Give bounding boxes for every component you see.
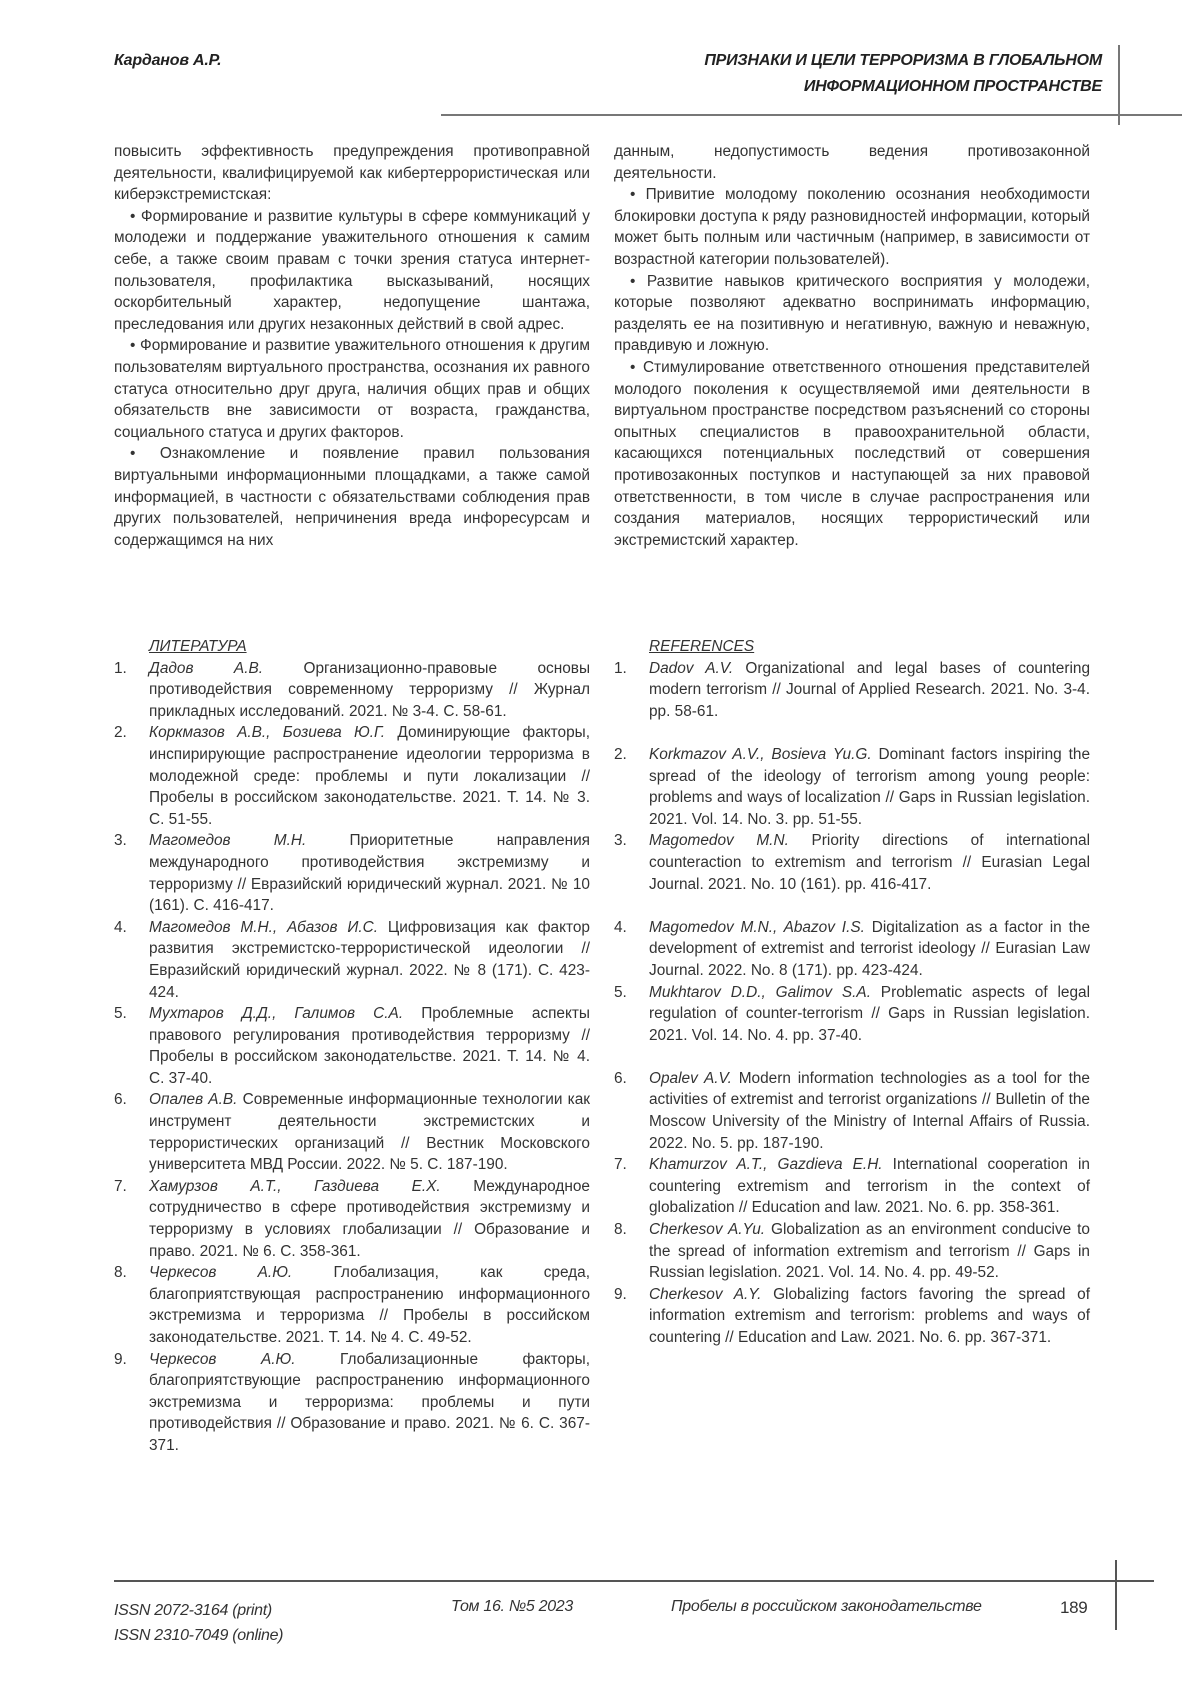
ref-number: 3.	[614, 832, 627, 850]
ref-text: Приоритетные направления международного противодействия экстремизму и терроризму // Евразийский юридический журнал. 2021. № 10 (161). С. 416-417.	[149, 832, 590, 915]
ref-author: Mukhtarov D.D., Galimov S.A.	[649, 983, 871, 1001]
ref-author: Мухтаров Д.Д., Галимов С.А.	[149, 1005, 404, 1023]
ref-author: Khamurzov A.T., Gazdieva E.H.	[649, 1156, 883, 1174]
ref-author: Магомедов М.Н., Абазов И.С.	[149, 918, 379, 936]
ref-number: 7.	[114, 1177, 127, 1195]
literature-item	[114, 1262, 590, 1348]
issn-print: ISSN 2072-3164 (print)	[114, 1602, 272, 1619]
references-item	[614, 744, 1090, 830]
ref-number: 9.	[614, 1285, 627, 1303]
ref-text: Современные информационные технологии как инструмент деятельности экстремистских и террористических организаций // Вестник Московского университета МВД России. 2022. № 5. С. 187-190.	[149, 1091, 590, 1174]
body-bullet: • Формирование и развитие культуры в сфере коммуникаций у молодежи и поддержание уважительного отношения к самим себе, а также своим правам с точки зрения статуса интернет-пользователя, профилактика высказываний, носящих оскорбительный характер, недопущение шантажа, преследования или других незаконных действий в свой адрес.	[114, 207, 590, 333]
ref-text: Digitalization as a factor in the development of extremist and terrorist ideology // Eurasian Law Journal. 2022. No. 8 (171). pp. 423-424.	[649, 918, 1090, 979]
running-head-title-line1: ПРИЗНАКИ И ЦЕЛИ ТЕРРОРИЗМА В ГЛОБАЛЬНОМ	[704, 52, 1102, 69]
ref-number: 3.	[114, 832, 127, 850]
ref-author: Опалев А.В.	[149, 1091, 238, 1109]
ref-text: Globalization as an environment conducive to the spread of information extremism and terrorism // Gaps in Russian legislation. 2021. Vol. 14. No. 4. pp. 49-52.	[649, 1221, 1090, 1282]
literature-item	[114, 830, 590, 916]
literature-heading: ЛИТЕРАТУРА	[149, 638, 247, 655]
ref-text: Modern information technologies as a tool for the activities of extremist and terrorist organizations // Bulletin of the Moscow University of the Ministry of Internal Affairs of Russia. 2022. No. 5. pp. 187-190.	[649, 1069, 1090, 1152]
ref-text: Problematic aspects of legal regulation of counter-terrorism // Gaps in Russian legislation. 2021. Vol. 14. No. 4. pp. 37-40.	[649, 983, 1090, 1044]
literature-list	[114, 636, 590, 1457]
ref-text: Проблемные аспекты правового регулирования противодействия терроризму // Пробелы в российском законодательстве. 2021. Т. 14. № 4. С. 37-40.	[149, 1005, 590, 1087]
references-item	[614, 982, 1090, 1047]
ref-author: Magomedov M.N.	[649, 832, 789, 850]
body-bullet: • Развитие навыков критического восприятия у молодежи, которые позволяют адекватно воспринимать информацию, разделять ее на позитивную и негативную, важную и неважную, правдивую и ложную.	[614, 272, 1090, 355]
body-bullet: • Ознакомление и появление правил пользования виртуальными информационными площадками, а также самой информацией, в частности с обязательствами соблюдения прав других пользователей, непричинения вреда инфоресурсам и содержащимся на них	[114, 445, 590, 549]
ref-text: Международное сотрудничество в сфере противодействия экстремизму и терроризму в условиях глобализации // Образование и право. 2021. № 6. С. 358-361.	[149, 1177, 590, 1260]
ref-number: 5.	[114, 1005, 127, 1023]
references-item	[614, 1154, 1090, 1219]
ref-number: 6.	[614, 1069, 627, 1087]
ref-text: Organizational and legal bases of countering modern terrorism // Journal of Applied Research. 2021. No. 3-4. pp. 58-61.	[649, 659, 1090, 720]
ref-author: Dadov A.V.	[649, 659, 734, 677]
ref-text: Доминирующие факторы, инспирирующие распространение идеологии терроризма в молодежной среде: проблемы и пути локализации // Пробелы в российском законодательстве. 2021. Т. 14. № 3. С. 51-55.	[149, 724, 590, 828]
references-list	[614, 636, 1090, 1349]
references-heading: REFERENCES	[649, 638, 755, 655]
ref-author: Magomedov M.N., Abazov I.S.	[649, 918, 865, 936]
ref-number: 1.	[114, 659, 127, 677]
ref-number: 7.	[614, 1156, 627, 1174]
body-paragraph: данным, недопустимость ведения противозаконной деятельности.	[614, 143, 1090, 182]
footer-volume: Том 16. №5 2023	[451, 1598, 574, 1615]
references-item	[614, 1219, 1090, 1284]
ref-number: 5.	[614, 983, 627, 1001]
body-bullet: • Стимулирование ответственного отношения представителей молодого поколения к осуществляемой ими деятельности в виртуальном пространстве посредством разъяснений со стороны опытных специалистов в правоохранительной области, касающихся потенциальных последствий от совершения противозаконных поступков и наступающей за них правовой ответственности, в том числе в случае распространения или создания материалов, носящих террористический или экстремистский характер.	[614, 358, 1090, 549]
ref-author: Черкесов А.Ю.	[149, 1350, 296, 1368]
literature-item	[114, 1176, 590, 1262]
ref-author: Korkmazov A.V., Bosieva Yu.G.	[649, 745, 872, 763]
ref-number: 4.	[114, 918, 127, 936]
literature-item	[114, 917, 590, 1003]
ref-text: Глобализация, как среда, благоприятствующая распространению информационного экстремизма и терроризма // Пробелы в российском законодательстве. 2021. Т. 14. № 4. С. 49-52.	[149, 1264, 590, 1346]
references-item	[614, 917, 1090, 982]
page-number: 189	[1060, 1598, 1088, 1617]
ref-number: 4.	[614, 918, 627, 936]
ref-text: Организационно-правовые основы противодействия современному терроризму // Журнал прикладных исследований. 2021. № 3-4. С. 58-61.	[149, 659, 591, 720]
references-item	[614, 830, 1090, 895]
ref-text: Globalizing factors favoring the spread of information extremism and terrorism: problems and ways of countering // Education and Law. 2021. No. 6. pp. 367-371.	[649, 1285, 1090, 1346]
ref-number: 1.	[614, 659, 627, 677]
body-bullet: • Формирование и развитие уважительного отношения к другим пользователям виртуального пространства, осознания их равного статуса относительно друг друга, наличия общих прав и общих обязательств вне зависимости от возраста, гражданства, социального статуса и других факторов.	[114, 337, 590, 441]
ref-number: 9.	[114, 1350, 127, 1368]
issn-online: ISSN 2310-7049 (online)	[114, 1627, 284, 1644]
ref-number: 2.	[114, 724, 127, 742]
ref-text: Цифровизация как фактор развития экстремистско-террористической идеологии // Евразийский юридический журнал. 2022. № 8 (171). С. 423-424.	[149, 918, 590, 1001]
literature-item	[114, 1089, 590, 1175]
body-bullet: • Привитие молодому поколению осознания необходимости блокировки доступа к ряду разновидностей информации, который может быть полным или частичным (например, в зависимости от возрастной категории пользователей).	[614, 186, 1090, 268]
ref-author: Черкесов А.Ю.	[149, 1264, 293, 1282]
ref-author: Opalev A.V.	[649, 1069, 732, 1087]
running-head-title	[704, 48, 1102, 100]
header-rule	[441, 114, 1182, 116]
ref-author: Магомедов М.Н.	[149, 832, 307, 850]
running-head-author: Карданов А.Р.	[114, 52, 222, 69]
body-column-right	[614, 141, 1090, 551]
ref-author: Коркмазов А.В., Бозиева Ю.Г.	[149, 724, 386, 742]
literature-item	[114, 722, 590, 830]
ref-text: International cooperation in countering extremism and terrorism in the context of globalization // Education and law. 2021. No. 6. pp. 358-361.	[649, 1156, 1090, 1217]
ref-number: 6.	[114, 1091, 127, 1109]
references-item	[614, 658, 1090, 723]
ref-author: Cherkesov A.Yu.	[649, 1221, 766, 1239]
ref-author: Хамурзов А.Т., Газдиева Е.Х.	[149, 1177, 441, 1195]
footer-journal-name: Пробелы в российском законодательстве	[671, 1598, 982, 1615]
body-column-left	[114, 141, 590, 551]
footer-issn	[114, 1598, 283, 1648]
ref-number: 2.	[614, 745, 627, 763]
footer-rule	[114, 1580, 1154, 1582]
ref-author: Cherkesov A.Y.	[649, 1285, 762, 1303]
body-paragraph: повысить эффективность предупреждения противоправной деятельности, квалифицируемой как кибертеррористическая или киберэкстремистская:	[114, 143, 590, 204]
references-item	[614, 1068, 1090, 1154]
ref-text: Глобализационные факторы, благоприятствующие распространению информационного экстремизма и терроризма: проблемы и пути противодействия // Образование и право. 2021. № 6. С. 367-371.	[149, 1350, 590, 1454]
references-item	[614, 1284, 1090, 1349]
header-vertical-rule	[1118, 45, 1120, 125]
footer-vertical-rule	[1115, 1560, 1117, 1630]
running-head-title-line2: ИНФОРМАЦИОННОМ ПРОСТРАНСТВЕ	[803, 78, 1102, 95]
ref-author: Дадов А.В.	[149, 659, 264, 677]
literature-item	[114, 658, 590, 723]
ref-number: 8.	[114, 1264, 127, 1282]
ref-text: Priority directions of international counteraction to extremism and terrorism // Eurasian Legal Journal. 2021. No. 10 (161). pp. 416-417.	[649, 832, 1090, 893]
literature-item	[114, 1003, 590, 1089]
literature-item	[114, 1349, 590, 1457]
ref-number: 8.	[614, 1221, 627, 1239]
ref-text: Dominant factors inspiring the spread of the ideology of terrorism among young people: problems and ways of localization // Gaps in Russian legislation. 2021. Vol. 14. No. 3. pp. 51-55.	[649, 745, 1091, 828]
